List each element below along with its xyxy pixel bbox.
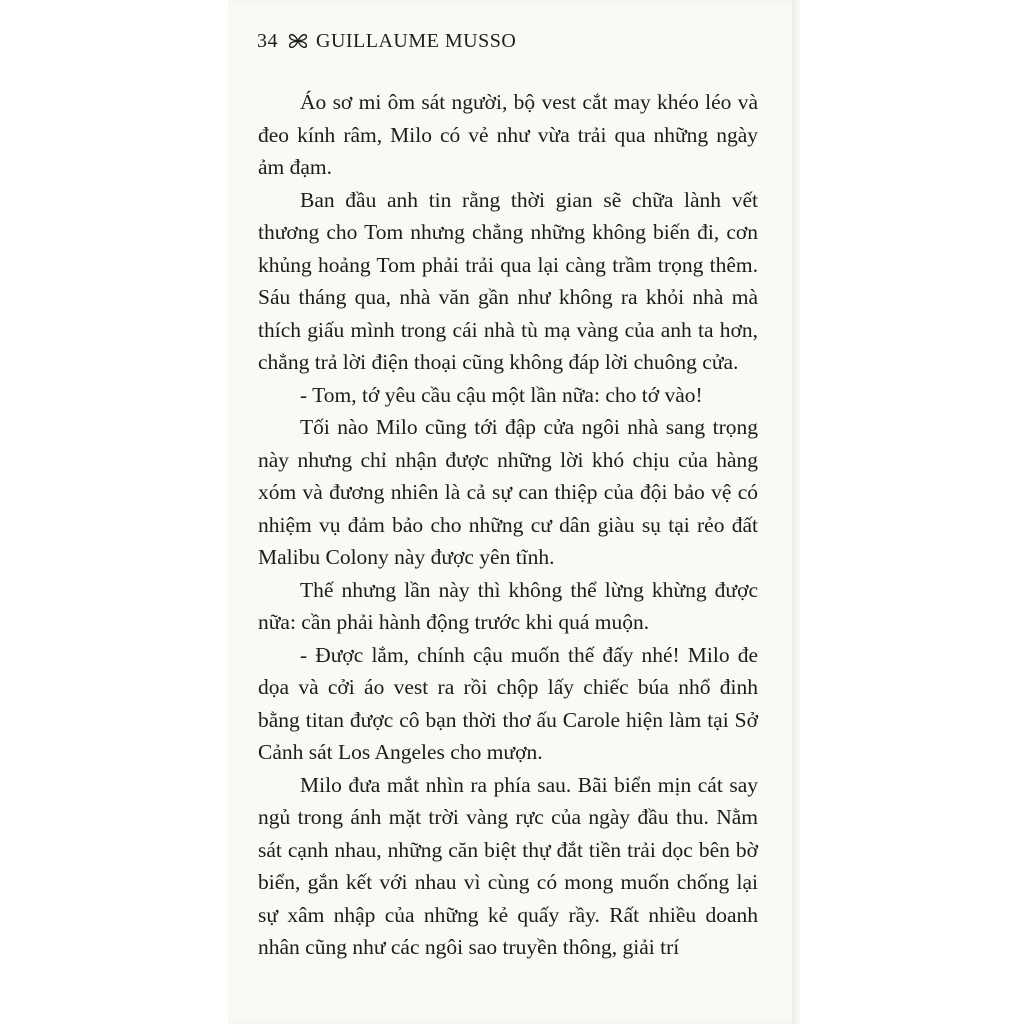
paragraph-1: Áo sơ mi ôm sát người, bộ vest cắt may khéo léo và đeo kính râm, Milo có vẻ như vừa trải qua những ngày ảm đạm. [258, 90, 758, 179]
author-name: GUILLAUME MUSSO [316, 29, 517, 52]
paragraph-3-dialogue: - Tom, tớ yêu cầu cậu một lần nữa: cho tớ vào! [300, 382, 703, 407]
fleuron-icon [286, 29, 310, 53]
paragraph-2: Ban đầu anh tin rằng thời gian sẽ chữa lành vết thương cho Tom nhưng chẳng những không biến đi, cơn khủng hoảng Tom phải trải qua lại càng trầm trọng thêm. Sáu tháng qua, nhà văn gần như không ra khỏi nhà mà thích giấu mình trong cái nhà tù mạ vàng của anh ta hơn, chẳng trả lời điện thoại cũng không đáp lời chuông cửa. [258, 187, 758, 374]
paragraph-4: Tối nào Milo cũng tới đập cửa ngôi nhà sang trọng này nhưng chỉ nhận được những lời khó chịu của hàng xóm và đương nhiên là cả sự can thiệp của đội bảo vệ có nhiệm vụ đảm bảo cho những cư dân giàu sụ tại rẻo đất Malibu Colony này được yên tĩnh. [258, 415, 758, 569]
page-edge [792, 0, 802, 1024]
body-text [258, 86, 758, 964]
running-header [257, 26, 516, 56]
paragraph-5: Thế nhưng lần này thì không thể lừng khừng được nữa: cần phải hành động trước khi quá muộn. [258, 577, 758, 634]
paragraph-6-dialogue: - Được lắm, chính cậu muốn thế đấy nhé! Milo đe dọa và cởi áo vest ra rồi chộp lấy chiếc búa nhổ đinh bằng titan được cô bạn thời thơ ấu Carole hiện làm tại Sở Cảnh sát Los Angeles cho mượn. [258, 642, 758, 764]
page-number: 34 [257, 29, 278, 52]
paragraph-7: Milo đưa mắt nhìn ra phía sau. Bãi biển mịn cát say ngủ trong ánh mặt trời vàng rực của ngày đầu thu. Nằm sát cạnh nhau, những căn biệt thự đắt tiền trải dọc bên bờ biển, gắn kết với nhau vì cùng có mong muốn chống lại sự xâm nhập của những kẻ quấy rầy. Rất nhiều doanh nhân cũng như các ngôi sao truyền thông, giải trí [258, 772, 758, 959]
